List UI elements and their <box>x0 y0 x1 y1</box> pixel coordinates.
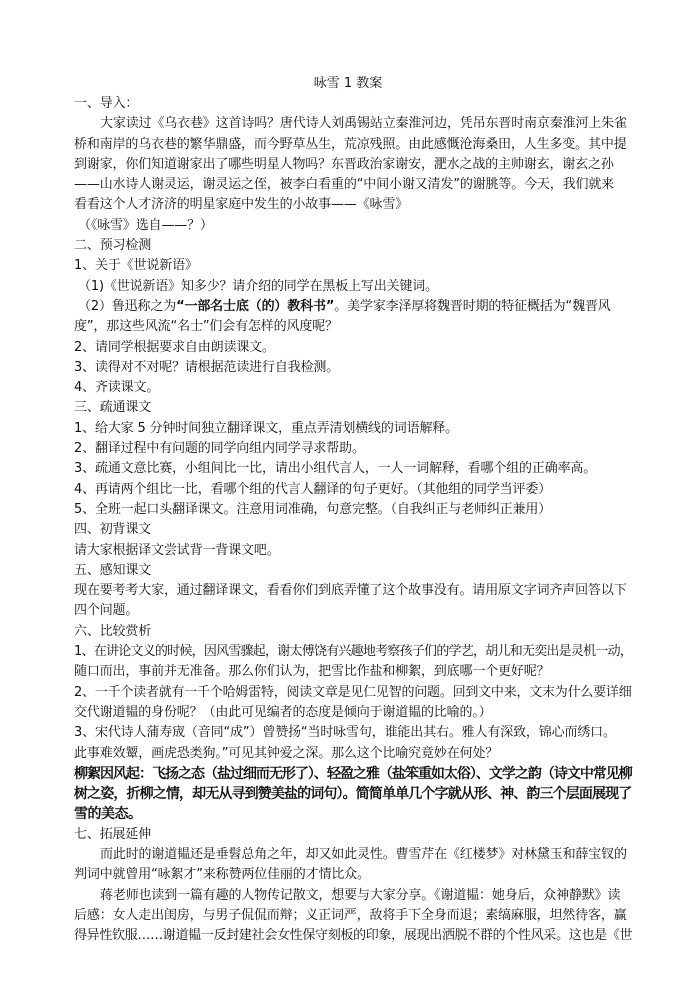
list-item: 1、给大家 5 分钟时间独立翻译课文，重点弄清划横线的词语解释。 <box>74 420 459 436</box>
paragraph-line: 现在要考考大家，通过翻译课文，看看你们到底弄懂了这个故事没有。请用原文字词齐声回答以下 <box>74 583 627 599</box>
section-heading-compare: 六、比较赏析 <box>74 623 152 639</box>
list-item: 1、关于《世说新语》 <box>74 258 198 274</box>
section-heading-intro: 一、导入： <box>74 96 139 111</box>
inline-text: 。美学家李泽厚将魏晋时期的特征概括为“魏晋风 <box>334 298 611 314</box>
bold-answer-line: 雪的美态。 <box>74 806 142 823</box>
list-item: 3、读得对不对呢？请根据范读进行自我检测。 <box>74 359 340 375</box>
document-title: 咏雪 1 教案 <box>313 76 383 91</box>
paragraph-line: 蒋老师也读到一篇有趣的人物传记散文，想要与大家分享。《谢道韫：她身后，众神静默》读 <box>100 887 621 903</box>
paragraph-line: 桥和南岸的乌衣巷的繁华鼎盛，而今野草丛生，荒凉残照。由此感慨沧海桑田，人生多变。其中提 <box>74 136 627 152</box>
bold-answer-line: 柳絮因风起：飞扬之态（盐过细而无形了）、轻盈之雅（盐笨重如太俗）、文学之韵（诗文中常见柳 <box>74 765 632 782</box>
list-item: 4、齐读课文。 <box>74 380 160 396</box>
list-item <box>74 297 634 317</box>
list-item: 3、宋代诗人蒲寿宬（音同“成”）曾赞扬“当时咏雪句，谁能出其右。雅人有深致，锦心而绣口。 <box>74 725 616 741</box>
list-item: 5、全班一起口头翻译课文。注意用词准确，句意完整。（自我纠正与老师纠正兼用） <box>74 501 552 517</box>
paragraph-line: 随口而出，事前并无准备。那么你们认为，把雪比作盐和柳絮，到底哪一个更好呢？ <box>74 664 550 680</box>
list-item: 2、请同学根据要求自由朗读课文。 <box>74 339 275 355</box>
paragraph-line: 判词中就曾用“咏絮才”来称赞两位佳丽的才情比众。 <box>74 867 370 883</box>
section-heading-perceive: 五、感知课文 <box>74 562 152 578</box>
paragraph-line: 交代谢道韫的身份呢？（由此可见编者的态度是倾向于谢道韫的比喻的。） <box>74 704 492 720</box>
paragraph-line: 后感：女人走出闺房，与男子侃侃而辩；义正词严，敌将手下全身而退；素缟麻服，坦然待客，赢 <box>74 907 627 923</box>
section-heading-recite: 四、初背课文 <box>74 522 152 538</box>
paragraph-line: 四个问题。 <box>74 603 139 619</box>
bold-quote: “一部名士底（的）教科书” <box>176 298 335 314</box>
paragraph-line: 此事难效颦，画虎恐类狗。”可见其钟爱之深。那么这个比喻究竟妙在何处？ <box>74 745 499 761</box>
section-heading-preview: 二、预习检测 <box>74 238 152 254</box>
list-item: 1、在讲论文义的时候，因风雪骤起，谢太傅饶有兴趣地考察孩子们的学艺，胡儿和无奕出是灵机一动， <box>74 644 633 660</box>
section-heading-clarify: 三、疏通课文 <box>74 400 152 416</box>
list-item: 2、一千个读者就有一千个哈姆雷特，阅读文章是见仁见智的问题。回到文中来，文末为什么要详细 <box>74 684 632 700</box>
list-item: （1)《世说新语》知多少？请介绍的同学在黑板上写出关键词。 <box>78 278 438 294</box>
inline-text: （2）鲁迅称之为 <box>78 298 177 314</box>
section-heading-extend: 七、拓展延伸 <box>74 826 152 842</box>
paragraph-line: （《咏雪》选自——？） <box>78 217 213 233</box>
paragraph-line: 大家读过《乌衣巷》这首诗吗？唐代诗人刘禹锡站立秦淮河边，凭吊东晋时南京秦淮河上朱雀 <box>100 116 627 132</box>
paragraph-line: 度”，那这些风流“名士”们会有怎样的风度呢？ <box>74 319 338 335</box>
paragraph-line: 得异性钦服……谢道韫一反封建社会女性保守刻板的印象，展现出洒脱不群的个性风采。这也是《世 <box>74 928 633 944</box>
list-item: 2、翻译过程中有问题的同学向组内同学寻求帮助。 <box>74 441 365 457</box>
paragraph-line: 看看这个人才济济的明星家庭中发生的小故事——《咏雪》 <box>74 197 409 213</box>
list-item: 3、疏通文意比赛，小组间比一比，请出小组代言人，一人一词解释，看哪个组的正确率高。 <box>74 461 597 477</box>
paragraph-line: 而此时的谢道韫还是垂髫总角之年，却又如此灵性。曹雪芹在《红楼梦》对林黛玉和薛宝钗的 <box>100 846 627 862</box>
paragraph-line: 请大家根据译文尝试背一背课文吧。 <box>74 542 280 558</box>
paragraph-line: 到谢家，你们知道谢家出了哪些明星人物吗？东晋政治家谢安，淝水之战的主帅谢玄，谢玄之孙 <box>74 156 614 172</box>
paragraph-line: ——山水诗人谢灵运，谢灵运之侄，被李白看重的“中间小谢又清发”的谢朓等。今天，我们就来 <box>74 177 615 193</box>
list-item: 4、再请两个组比一比，看哪个组的代言人翻译的句子更好。（其他组的同学当评委） <box>74 481 552 497</box>
bold-answer-line: 树之姿，折柳之情，却无从寻到赞美盐的词句）。简简单单几个字就从形、神、韵三个层面展现了 <box>74 786 632 803</box>
document-body <box>74 94 634 946</box>
